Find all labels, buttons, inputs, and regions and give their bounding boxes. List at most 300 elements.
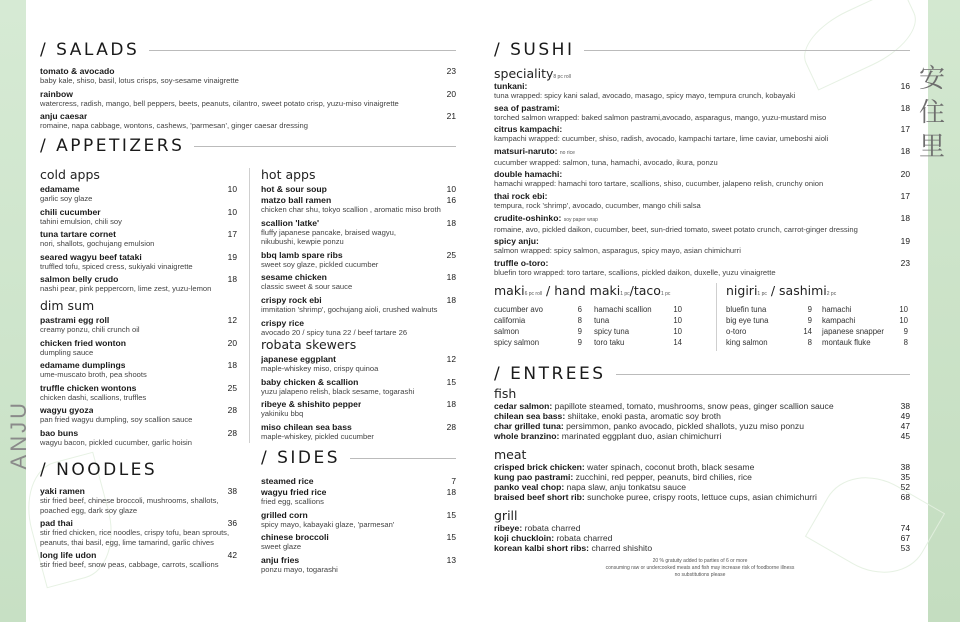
maki-name: hamachi scallion — [594, 305, 652, 314]
speciality-title: speciality — [494, 66, 554, 81]
menu-item — [494, 472, 910, 482]
section-title — [40, 460, 237, 480]
item-price: 67 — [900, 533, 910, 543]
item-price: 18 — [900, 145, 910, 156]
subsection-title: fish — [494, 386, 517, 401]
nigiri-name: o-toro — [726, 327, 747, 336]
item-price: 16 — [900, 81, 910, 91]
maki-price: 9 — [577, 327, 582, 336]
item-desc: pan fried wagyu dumpling, soy scallion sauce — [40, 415, 193, 425]
nigiri-name: bluefin tuna — [726, 305, 767, 314]
item-desc: creamy ponzu, chili crunch oil — [40, 325, 140, 334]
nigiri-col-2 — [822, 304, 908, 348]
item-desc: baby kale, shiso, basil, lotus crisps, soy-sesame vinaigrette — [40, 76, 239, 85]
item-desc: robata charred — [556, 533, 613, 543]
nigiri-name: montauk fluke — [822, 338, 871, 347]
item-desc: avocado 20 / spicy tuna 22 / beef tartare 26 — [261, 327, 408, 337]
maki-price: 10 — [673, 305, 682, 314]
menu-item — [261, 184, 456, 194]
item-desc: dumpling sauce — [40, 347, 94, 357]
item-price: 20 — [227, 337, 237, 348]
menu-item — [494, 411, 910, 421]
item-name: koji chuckloin: — [494, 533, 555, 543]
item-line — [494, 472, 752, 482]
salads-title: / SALADS — [40, 40, 140, 60]
item-name: panko veal chop: — [494, 482, 565, 492]
maki-name: cucumber avo — [494, 305, 543, 314]
subsection-title: dim sum — [40, 298, 95, 313]
item-name: sea of pastrami: — [494, 102, 560, 113]
nigiri-name: japanese snapper — [822, 327, 884, 336]
menu-item — [494, 462, 910, 472]
menu-item — [494, 421, 910, 431]
nigiri-price: 9 — [807, 316, 812, 325]
item-price: 25 — [446, 249, 456, 260]
item-price: 49 — [900, 411, 910, 421]
menu-item — [494, 81, 910, 91]
maki-name: tuna — [594, 316, 610, 325]
item-price: 53 — [900, 543, 910, 553]
noodles-list — [40, 486, 237, 570]
nigiri-price: 14 — [803, 327, 812, 336]
maki-note: 6 pc roll — [524, 291, 543, 297]
menu-item — [494, 523, 910, 533]
menu-item — [494, 236, 910, 246]
maki-row — [494, 326, 582, 337]
maki-name: spicy salmon — [494, 338, 540, 347]
title-rule — [584, 50, 910, 51]
sashimi-note: 2 pc — [826, 291, 837, 297]
maki-col-1 — [494, 304, 582, 348]
item-price: 18 — [227, 360, 237, 371]
nigiri-row — [726, 337, 812, 348]
nigiri-row — [822, 326, 908, 337]
sides-title: / SIDES — [261, 448, 341, 468]
maki-col-2 — [594, 304, 682, 348]
menu-item — [261, 399, 456, 409]
item-desc: persimmon, panko avocado, pickled shallots, yuzu miso ponzu — [566, 421, 804, 431]
item-desc: wagyu bacon, pickled cucumber, garlic hoisin — [40, 437, 192, 447]
maki-row — [494, 337, 582, 348]
nigiri-block — [726, 283, 910, 348]
item-name: miso chilean sea bass — [261, 421, 352, 432]
subsection-title: grill — [494, 508, 518, 523]
item-price: 23 — [900, 257, 910, 268]
menu-item — [261, 377, 456, 387]
menu-item — [494, 431, 910, 441]
item-name: baby chicken & scallion — [261, 376, 359, 387]
item-desc: papillote steamed, tomato, mushrooms, snow peas, ginger scallion sauce — [554, 401, 834, 411]
item-name: scallion 'latke' — [261, 217, 320, 228]
menu-item — [40, 428, 237, 438]
item-line — [494, 543, 652, 553]
menu-item — [261, 218, 456, 228]
item-desc: spicy mayo, kabayaki glaze, 'parmesan' — [261, 519, 395, 529]
item-name: grilled corn — [261, 509, 308, 520]
menu-item — [40, 550, 237, 560]
item-line — [494, 421, 804, 431]
menu-item — [261, 487, 456, 497]
item-price: 10 — [227, 206, 237, 217]
salads-list — [40, 66, 456, 131]
nigiri-row — [726, 326, 812, 337]
item-price: 10 — [446, 184, 456, 194]
item-price: 28 — [227, 427, 237, 438]
item-desc: zucchini, red pepper, peanuts, bird chilies, rice — [575, 472, 752, 482]
nigiri-name: king salmon — [726, 338, 768, 347]
item-desc: truffled tofu, spiced cress, sukiyaki vinaigrette — [40, 261, 193, 271]
item-name: yaki ramen — [40, 486, 85, 496]
item-desc: nori, shallots, gochujang emulsion — [40, 239, 155, 249]
item-desc: chicken dashi, scallions, truffles — [40, 392, 147, 402]
menu-item — [261, 354, 456, 364]
item-name: matzo ball ramen — [261, 195, 332, 205]
menu-item — [494, 146, 910, 158]
nigiri-name: kampachi — [822, 316, 856, 325]
meat-list — [494, 462, 910, 502]
item-desc: bluefin toro wrapped: toro tartare, scallions, pickled daikon, duxelle, yuzu vinaigrette — [494, 267, 776, 277]
menu-item — [40, 229, 237, 239]
menu-item — [40, 518, 237, 528]
sushi-title: / SUSHI — [494, 40, 575, 60]
item-desc: immitation 'shrimp', gochujang aioli, crushed walnuts — [261, 304, 438, 314]
menu-item — [261, 476, 456, 486]
item-name: rainbow — [40, 88, 73, 99]
taco-title: /taco — [629, 283, 661, 298]
nigiri-price: 9 — [903, 327, 908, 336]
menu-item — [494, 169, 910, 179]
maki-name: toro taku — [594, 338, 625, 347]
item-desc: maple-whiskey, pickled cucumber — [261, 431, 374, 441]
taco-note: 1 pc — [660, 291, 671, 297]
item-line — [494, 431, 721, 441]
maki-name: salmon — [494, 327, 520, 336]
maki-row — [594, 304, 682, 315]
entrees-title: / ENTREES — [494, 364, 606, 384]
item-name: truffle o-toro: — [494, 257, 549, 268]
item-desc: yuzu jalapeno relish, black sesame, togarashi — [261, 386, 415, 396]
subsection-title: robata skewers — [261, 337, 357, 352]
section-title — [40, 136, 456, 156]
item-price: 28 — [227, 405, 237, 416]
item-name: long life udon — [40, 550, 97, 561]
item-line — [494, 401, 834, 411]
item-name: salmon belly crudo — [40, 274, 119, 285]
item-price: 12 — [446, 354, 456, 364]
hand-maki-note: 1 pc — [620, 291, 630, 297]
menu-item — [40, 405, 237, 415]
item-desc: marinated eggplant duo, asian chimichurri — [561, 431, 722, 441]
item-desc: nashi pear, pink peppercorn, lime zest, yuzu-lemon — [40, 284, 212, 294]
item-desc: stir fried chicken, rice noodles, crispy tofu, bean sprouts, — [40, 528, 230, 538]
menu-item — [494, 213, 910, 225]
section-title — [494, 40, 910, 60]
nigiri-price: 10 — [899, 316, 908, 325]
item-name: truffle chicken wontons — [40, 382, 137, 393]
subsection-title: hot apps — [261, 167, 316, 182]
menu-item — [494, 191, 910, 201]
item-name: kung pao pastrami: — [494, 472, 574, 482]
dim-sum — [40, 294, 237, 448]
item-line — [494, 533, 612, 543]
menu-item — [261, 422, 456, 432]
item-desc: cucumber wrapped: salmon, tuna, hamachi, avocado, ikura, ponzu — [494, 157, 718, 167]
item-name: char grilled tuna: — [494, 421, 564, 431]
column-divider — [249, 168, 250, 443]
item-desc: ume-muscato broth, pea shoots — [40, 370, 147, 380]
menu-item — [494, 533, 910, 543]
menu-item — [40, 184, 237, 194]
item-name: bao buns — [40, 427, 79, 438]
footer-notes — [560, 558, 840, 579]
column-divider — [716, 283, 717, 351]
hot-apps — [261, 163, 456, 337]
menu-item — [494, 482, 910, 492]
item-price: 47 — [900, 421, 910, 431]
item-name: cedar salmon: — [494, 401, 553, 411]
item-desc: robata charred — [524, 523, 581, 533]
item-desc: tahini emulsion, chili soy — [40, 216, 122, 226]
nigiri-price: 10 — [899, 305, 908, 314]
maki-name: spicy tuna — [594, 327, 630, 336]
item-name: pastrami egg roll — [40, 315, 110, 325]
maki-row — [594, 326, 682, 337]
item-desc: maple-whiskey miso, crispy quinoa — [261, 364, 379, 373]
sides-section — [261, 448, 456, 574]
item-desc: sweet soy glaze, pickled cucumber — [261, 259, 379, 269]
nigiri-row — [726, 315, 812, 326]
item-desc: fried egg, scallions — [261, 497, 324, 506]
item-price: 38 — [900, 401, 910, 411]
menu-item — [261, 250, 456, 260]
item-name: crispy rock ebi — [261, 294, 322, 305]
item-price: 17 — [900, 124, 910, 135]
subsection-title: meat — [494, 447, 527, 462]
item-price: 42 — [227, 550, 237, 561]
menu-item — [40, 360, 237, 370]
item-price: 16 — [446, 195, 456, 205]
title-rule — [350, 458, 456, 459]
item-price: 7 — [451, 476, 456, 486]
item-price: 15 — [446, 532, 456, 543]
item-name: sesame chicken — [261, 272, 327, 283]
item-price: 38 — [227, 486, 237, 496]
item-name: crisped brick chicken: — [494, 462, 585, 472]
salads-section — [40, 40, 456, 131]
item-price: 52 — [900, 482, 910, 492]
menu-item — [261, 295, 456, 305]
subsection-title: cold apps — [40, 167, 100, 182]
section-title — [261, 448, 456, 468]
item-name: steamed rice — [261, 476, 314, 486]
nigiri-name: hamachi — [822, 305, 852, 314]
menu-item — [40, 252, 237, 262]
item-desc: kampachi wrapped: cucumber, shiso, radish, avocado, kampachi tartare, lime caviar, umeboshi aioli — [494, 134, 829, 144]
item-price: 15 — [446, 376, 456, 387]
maki-block — [494, 283, 682, 348]
item-desc: stir fried beef, snow peas, cabbage, carrots, scallions — [40, 560, 219, 570]
fish-list — [494, 401, 910, 441]
maki-title: maki — [494, 283, 525, 298]
menu-item — [40, 383, 237, 393]
item-name: wagyu gyoza — [40, 405, 94, 416]
item-price: 13 — [446, 554, 456, 565]
cold-apps — [40, 163, 237, 294]
menu-item — [494, 401, 910, 411]
item-desc: chicken char shu, tokyo scallion , aromatic miso broth — [261, 205, 441, 214]
item-name: anju caesar — [40, 111, 88, 122]
item-price: 17 — [227, 229, 237, 240]
item-price: 21 — [446, 111, 456, 122]
sushi-section — [494, 40, 910, 277]
noodles-title: / NOODLES — [40, 460, 158, 480]
item-name: whole branzino: — [494, 431, 560, 441]
restaurant-name-chinese — [917, 62, 947, 164]
item-price: 18 — [900, 212, 910, 223]
maki-row — [494, 315, 582, 326]
nigiri-row — [822, 315, 908, 326]
item-price: 35 — [900, 472, 910, 482]
item-name: edamame dumplings — [40, 360, 126, 371]
item-price: 18 — [446, 399, 456, 410]
maki-price: 6 — [577, 305, 582, 314]
item-line — [494, 523, 580, 533]
item-price: 18 — [446, 487, 456, 497]
menu-item — [261, 195, 456, 205]
item-price: 23 — [446, 66, 456, 76]
left-decorative-band — [0, 0, 26, 622]
maki-price: 8 — [577, 316, 582, 325]
item-name: pad thai — [40, 518, 73, 529]
item-name: braised beef short rib: — [494, 492, 585, 502]
speciality-heading — [494, 66, 910, 81]
item-name: bbq lamb spare ribs — [261, 249, 343, 260]
item-line — [494, 482, 686, 492]
item-name: wagyu fried rice — [261, 487, 327, 497]
title-rule — [149, 50, 456, 51]
item-note: soy paper wrap — [563, 216, 598, 223]
item-price: 18 — [446, 217, 456, 228]
item-desc: romaine, napa cabbage, wontons, cashews, 'parmesan', ginger caesar dressing — [40, 121, 308, 131]
appetizers-section — [40, 136, 456, 156]
menu-item — [494, 492, 910, 502]
menu-item — [40, 486, 237, 496]
item-name: crudite-oshinko: — [494, 212, 562, 223]
item-line — [494, 492, 817, 502]
item-name: tuna tartare cornet — [40, 229, 116, 240]
item-desc: tuna wrapped: spicy kani salad, avocado, masago, spicy mayo, tempura crunch, kobayaki — [494, 91, 796, 100]
item-line — [494, 411, 721, 421]
title-rule — [616, 374, 910, 375]
item-desc: stir fried beef, chinese broccoli, mushrooms, shallots, — [40, 496, 219, 505]
item-desc: garlic soy glaze — [40, 194, 93, 203]
item-name: chilean sea bass: — [494, 411, 566, 421]
nigiri-price: 9 — [807, 305, 812, 314]
item-desc: water spinach, coconut broth, black sesame — [587, 462, 755, 472]
item-name: citrus kampachi: — [494, 124, 563, 135]
nigiri-name: big eye tuna — [726, 316, 769, 325]
menu-item — [261, 532, 456, 542]
item-price: 18 — [446, 272, 456, 283]
item-desc: sweet glaze — [261, 542, 302, 552]
item-name: ribeye: — [494, 523, 523, 533]
item-name: matsuri-naruto: — [494, 145, 558, 156]
item-price: 12 — [227, 315, 237, 325]
item-name-wrap — [494, 213, 598, 225]
item-price: 15 — [446, 509, 456, 520]
item-price: 18 — [446, 294, 456, 305]
item-name: tunkani: — [494, 81, 528, 91]
maki-heading — [494, 283, 682, 298]
nigiri-table — [726, 304, 910, 348]
maki-row — [594, 315, 682, 326]
maki-price: 10 — [673, 327, 682, 336]
item-desc: salmon wrapped: spicy salmon, asparagus, spicy mayo, asian chimichurri — [494, 246, 741, 256]
speciality-note: 8 pc roll — [553, 74, 571, 80]
item-price: 28 — [446, 421, 456, 432]
menu-item — [40, 338, 237, 348]
item-name: spicy anju: — [494, 236, 539, 247]
item-desc: yakiniku bbq — [261, 409, 304, 419]
menu-item — [261, 555, 456, 565]
maki-price: 9 — [577, 338, 582, 347]
item-line — [494, 462, 754, 472]
item-name: japanese eggplant — [261, 354, 336, 364]
menu-item — [261, 510, 456, 520]
speciality-list — [494, 81, 910, 277]
nigiri-row — [822, 304, 908, 315]
item-name: korean kalbi short ribs: — [494, 543, 590, 553]
item-price: 18 — [227, 274, 237, 285]
raw-food-warning: consuming raw or undercooked meats and fish may increase risk of foodborne illness — [605, 565, 795, 571]
item-name: seared wagyu beef tataki — [40, 251, 142, 262]
maki-price: 14 — [673, 338, 682, 347]
nigiri-price: 8 — [903, 338, 908, 347]
nigiri-col-1 — [726, 304, 812, 348]
item-price: 74 — [900, 523, 910, 533]
item-name: chicken fried wonton — [40, 337, 126, 348]
maki-table — [494, 304, 682, 348]
item-price: 10 — [227, 184, 237, 194]
section-title — [494, 364, 910, 384]
item-price: 17 — [900, 190, 910, 201]
menu-item — [40, 315, 237, 325]
menu-item — [494, 124, 910, 134]
item-desc: sunchoke puree, crispy roots, lettuce cups, asian chimichurri — [587, 492, 817, 502]
nigiri-note: 1 pc — [757, 291, 767, 297]
menu-item — [40, 89, 456, 99]
no-substitutions-note: no substitutions please — [674, 572, 726, 578]
hand-maki-title: / hand maki — [542, 283, 621, 298]
item-price: 38 — [900, 462, 910, 472]
maki-row — [594, 337, 682, 348]
menu-item — [40, 274, 237, 284]
nigiri-title: nigiri — [726, 283, 758, 298]
grill-list — [494, 523, 910, 553]
menu-item — [494, 543, 910, 553]
menu-item — [40, 66, 456, 76]
item-desc: romaine, avo, pickled daikon, cucumber, beet, sun-dried tomato, sweet potato crunch, carrot-ginger dressing — [494, 224, 858, 234]
noodles-section — [40, 460, 237, 570]
nigiri-row — [822, 337, 908, 348]
menu-item — [40, 111, 456, 121]
item-desc: shiitake, enoki pasta, aromatic soy broth — [567, 411, 721, 421]
item-desc: charred shishito — [591, 543, 653, 553]
item-desc: torched salmon wrapped: baked salmon pastrami,avocado, asparagus, mango, yuzu-mustard miso — [494, 112, 827, 122]
item-name-wrap — [494, 146, 575, 158]
menu-item — [261, 272, 456, 282]
menu-item — [261, 318, 456, 328]
